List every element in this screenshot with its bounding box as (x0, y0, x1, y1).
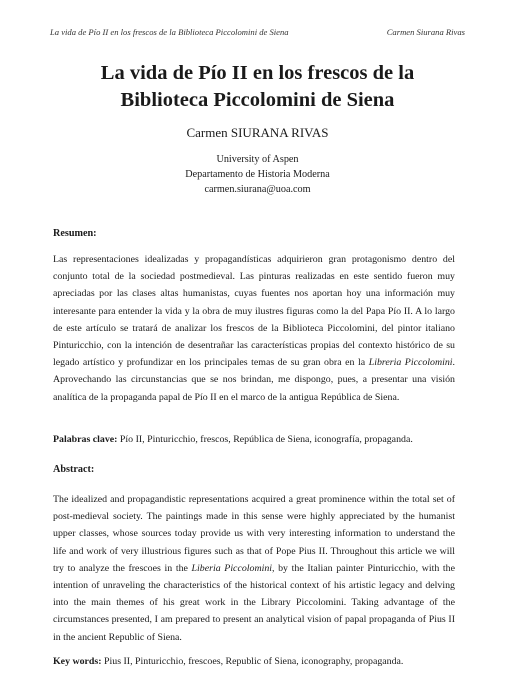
key-words (53, 656, 455, 667)
palabras-clave-label: Palabras clave: (53, 434, 118, 445)
abstract-text (53, 491, 455, 646)
abstract-text-italic: Liberia Piccolomini (191, 562, 272, 574)
abstract-text-part-2: , by the Italian painter Pinturicchio, with the intention of unraveling the characteristics of the historical context of his artistic legacy and delving into the main themes of his great work in the Library Piccolomini. Taking advantage of the circumstances presented, I am prepared to present an analytical vision of papal propaganda of Pius II in the ancient Republic of Siena. (53, 562, 455, 643)
paper-title-line-2: Biblioteca Piccolomini de Siena (120, 89, 395, 111)
affiliation-university: University of Aspen (216, 154, 299, 165)
paper-title-line-1: La vida de Pío II en los frescos de la (100, 62, 415, 84)
resumen-text-part-1: Las representaciones idealizadas y propagandísticas adquirieron gran protagonismo dentro del conjunto total de la sociedad postmedieval. Las pinturas realizadas en este sentido fueron muy apreciadas por las clases altas humanistas, cuyas fuentes nos aportan hoy una información muy interesante para entender la vida y la obra de muy ilustres figuras como la del Papa Pío II. A lo largo de este artículo se tratará de analizar los frescos de la Biblioteca Piccolomini, del pintor italiano Pinturicchio, con la intención de desentrañar las características propias del contexto histórico de su legado artístico y profundizar en los principales temas de su gran obra en la (53, 254, 455, 369)
resumen-heading: Resumen: (53, 228, 97, 239)
abstract-heading: Abstract: (53, 464, 95, 475)
key-words-text: Pius II, Pinturicchio, frescoes, Republic of Siena, iconography, propaganda. (101, 656, 404, 667)
palabras-clave (53, 434, 455, 445)
resumen-text-italic: Libreria Piccolomini (368, 357, 453, 369)
affiliation-email: carmen.siurana@uoa.com (204, 184, 311, 195)
abstract-text-part-1: The idealized and propagandistic representations acquired a great prominence within the total set of post-medieval society. The paintings made in this sense were highly appreciated by the humanist upper classes, whose sources today provide us with very interesting information to understand the life and work of very illustrious figures such as that of Pope Pius II. Throughout this article we will try to analyze the frescoes in the (53, 494, 455, 574)
running-header-title: La vida de Pío II en los frescos de la Biblioteca Piccolomini de Siena (50, 27, 289, 37)
paper-title (60, 60, 455, 114)
key-words-label: Key words: (53, 656, 102, 667)
running-header-author: Carmen Siurana Rivas (386, 27, 465, 37)
resumen-text-part-2: . Aprovechando las circunstancias que se nos brindan, me dispongo, pues, a presentar una visión analítica de la propaganda papal de Pío II en el marco de la antigua República de Siena. (53, 357, 455, 403)
author-name: Carmen SIURANA RIVAS (186, 125, 329, 140)
author-affiliation (0, 152, 515, 197)
running-header (50, 27, 465, 37)
affiliation-department: Departamento de Historia Moderna (185, 169, 330, 180)
resumen-text (53, 251, 455, 406)
palabras-clave-text: Pío II, Pinturicchio, frescos, República de Siena, iconografía, propaganda. (117, 434, 413, 445)
